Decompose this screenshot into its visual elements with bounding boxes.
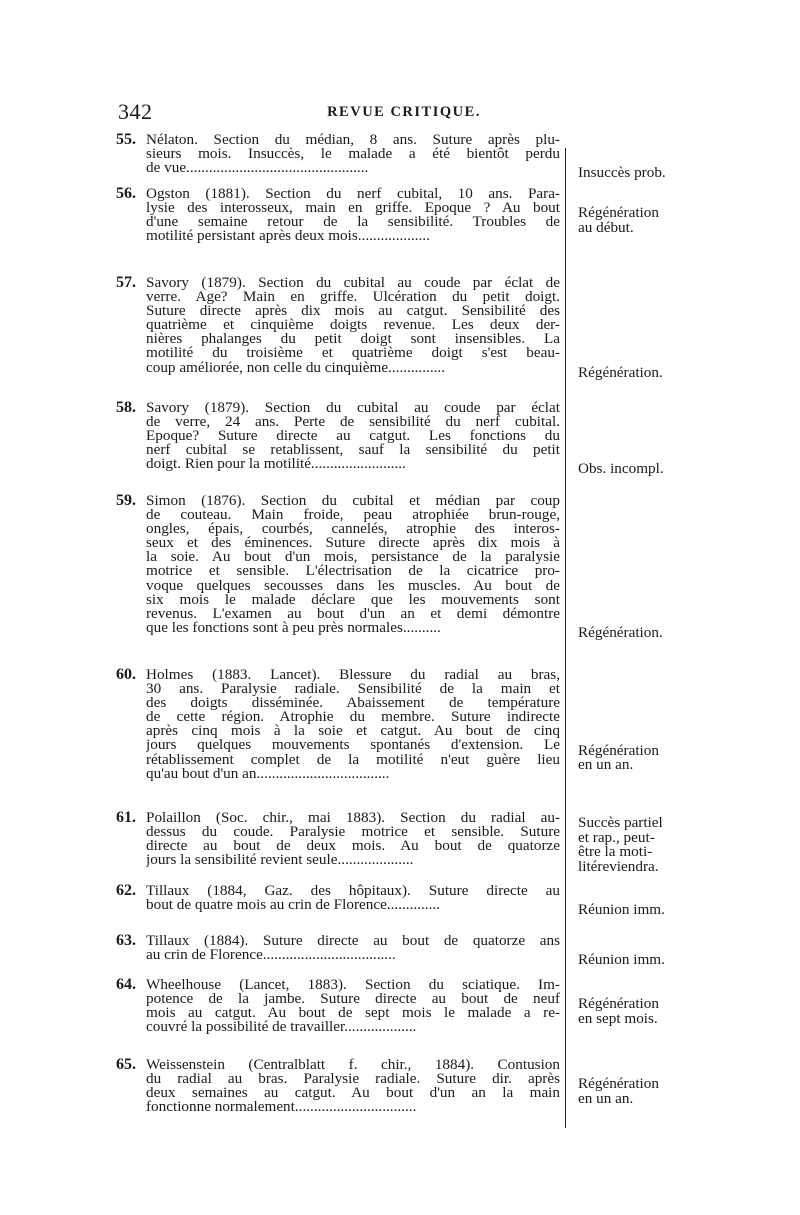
case-text-line: après cinq mois à la soie et catgut. Au bout de cinq [146,724,560,739]
case-text-line: motilité persistant après deux mois................... [146,229,430,244]
case-result [578,816,758,874]
case-text-line: des doigts disséminée. Abaissement de température [146,696,560,711]
case-text-line: Tillaux (1884). Suture directe au bout de quatorze ans [146,934,560,949]
case-result-line: Succès partiel [578,814,663,831]
case-result-line: Insuccès prob. [578,164,666,182]
case-result-line: être la moti- [578,843,653,860]
case-text-line: de couteau. Main froide, peau atrophiée brun-rouge, [146,508,560,523]
case-text-line: Wheelhouse (Lancet, 1883). Section du sciatique. Im- [146,978,560,993]
running-title: REVUE CRITIQUE. [327,104,481,120]
column-divider [565,148,566,1128]
case-description [146,401,560,471]
case-text-line: sieurs mois. Insuccès, le malade a été bientôt perdu [146,147,560,162]
case-text-line: Holmes (1883. Lancet). Blessure du radial au bras, [146,668,560,683]
case-text-line: bout de quatre mois au crin de Florence.............. [146,898,440,913]
case-result-line: Régénération. [578,623,663,641]
case-description [146,978,560,1034]
case-text-line: de vue................................................ [146,161,369,176]
case-description [146,276,560,375]
case-result [578,462,758,477]
case-text-line: verre. Age? Main en griffe. Ulcération du petit doigt. [146,290,560,305]
case-result [578,997,758,1026]
case-text-line: nerf cubital se retablissent, sauf la sensibilité du petit [146,443,560,458]
case-text-line: doigt. Rien pour la motilité......................... [146,457,406,472]
case-number: 58. [116,399,136,416]
case-text-line: Polaillon (Soc. chir., mai 1883). Section du radial au- [146,811,560,826]
case-text-line: coup améliorée, non celle du cinquième............... [146,360,446,375]
case-result-line: Réunion imm. [578,901,665,919]
case-text-line: Savory (1879). Section du cubital au coude par éclat de [146,276,560,291]
case-description [146,811,560,867]
case-number: 65. [116,1056,136,1073]
case-text-line: deux semaines au catgut. Au bout d'un an la main [146,1086,560,1101]
case-result [578,741,758,773]
case-text-line: rétablissement complet de la motilité n'eut guère lieu [146,752,560,767]
case-result-line: en un an. [578,1089,634,1107]
page-number: 342 [118,99,153,124]
case-text-line: voque quelques secousses dans les muscles. Au bout de [146,578,560,593]
case-description [146,934,560,962]
case-text-line: de cette région. Atrophie du membre. Suture indirecte [146,710,560,725]
case-result-line: Obs. incompl. [578,460,664,478]
case-text-line: six mois le malade déclare que les mouvements sont [146,592,560,607]
case-text-line: mois au catgut. Au bout de sept mois le malade a re- [146,1006,560,1021]
case-text-line: au crin de Florence................................... [146,948,396,963]
case-result-line: Régénération [578,995,659,1013]
case-description [146,494,560,635]
case-number: 62. [116,882,136,899]
case-text-line: Tillaux (1884, Gaz. des hôpitaux). Suture directe au [146,884,560,899]
case-text-line: Epoque? Suture directe au catgut. Les fonctions du [146,429,560,444]
case-text-line: quatrième et cinquième doigts revenue. Les deux der- [146,318,560,333]
case-description [146,884,560,912]
case-description [146,668,560,781]
case-description [146,1058,560,1114]
case-text-line: Weissenstein (Centralblatt f. chir., 1884). Contusion [146,1058,560,1073]
case-result-line: en sept mois. [578,1009,658,1027]
case-number: 59. [116,492,136,509]
case-text-line: jours quelques mouvements spontanés d'extension. Le [146,738,560,753]
case-text-line: couvré la possibilité de travailler................... [146,1020,417,1035]
case-text-line: d'une semaine retour de la sensibilité. Troubles de [146,215,560,230]
case-result [578,363,758,381]
case-text-line: Nélaton. Section du médian, 8 ans. Suture après plu- [146,133,560,148]
case-number: 55. [116,131,136,148]
case-text-line: Savory (1879). Section du cubital au coude par éclat [146,401,560,416]
case-text-line: dessus du coude. Paralysie motrice et sensible. Suture [146,825,560,840]
case-text-line: Simon (1876). Section du cubital et médian par coup [146,494,560,509]
case-result [578,1077,758,1106]
case-text-line: qu'au bout d'un an................................... [146,766,390,781]
case-number: 61. [116,809,136,826]
case-description [146,187,560,243]
case-text-line: jours la sensibilité revient seule.................... [146,853,414,868]
case-number: 57. [116,274,136,291]
case-result-line: Régénération [578,741,659,759]
case-text-line: nières phalanges du petit doigt sont insensibles. La [146,332,560,347]
case-text-line: motrice et sensible. L'électrisation de la cicatrice pro- [146,564,560,579]
case-text-line: revenus. L'examen au bout d'un an et demi démontre [146,606,560,621]
case-result [578,623,758,641]
case-text-line: directe au bout de deux mois. Au bout de quatorze [146,839,560,854]
case-result-line: au début. [578,218,634,236]
case-number: 60. [116,666,136,683]
case-text-line: de verre, 24 ans. Perte de sensibilité du nerf cubital. [146,415,560,430]
case-description [146,133,560,175]
case-result-line: Réunion imm. [578,951,665,969]
case-result-line: Régénération. [578,363,663,381]
case-text-line: ongles, épais, courbés, cannelés, atrophie des interos- [146,522,560,537]
case-number: 56. [116,185,136,202]
case-result-line: litéreviendra. [578,857,659,875]
case-result-line: et rap., peut- [578,828,655,846]
case-text-line: seux et des éminences. Suture directe après dix mois à [146,536,560,551]
case-text-line: potence de la jambe. Suture directe au bout de neuf [146,992,560,1007]
case-result-line: Régénération [578,204,659,222]
case-result-line: en un an. [578,756,634,773]
case-text-line: que les fonctions sont à peu près normales.......... [146,620,441,635]
case-text-line: motilité du troisième et quatrième doigt s'est beau- [146,346,560,361]
case-text-line: Ogston (1881). Section du nerf cubital, 10 ans. Para- [146,187,560,202]
case-result [578,166,758,181]
case-text-line: la soie. Au bout d'un mois, persistance de la paralysie [146,550,560,565]
case-result [578,953,758,968]
case-result [578,206,758,235]
case-result [578,903,758,918]
case-text-line: fonctionne normalement................................ [146,1100,417,1115]
case-number: 63. [116,932,136,949]
case-result-line: Régénération [578,1075,659,1093]
case-number: 64. [116,976,136,993]
case-text-line: 30 ans. Paralysie radiale. Sensibilité de la main et [146,682,560,697]
case-text-line: lysie des interosseux, main en griffe. Epoque ? Au bout [146,201,560,216]
case-text-line: du radial au bras. Paralysie radiale. Suture dir. après [146,1072,560,1087]
case-text-line: Suture directe après dix mois au catgut. Sensibilité des [146,304,560,319]
